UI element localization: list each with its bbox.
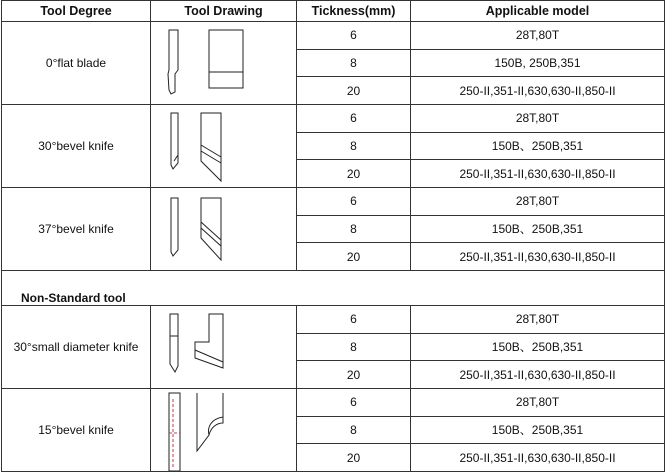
table-row	[2, 306, 665, 334]
section-label-nonstandard	[2, 271, 665, 306]
thickness-cell: 8	[297, 49, 411, 77]
header-tool-drawing: Tool Drawing	[151, 1, 297, 22]
tool-name-flat-blade: 0°flat blade	[2, 22, 151, 105]
header-thickness: Tickness(mm)	[297, 1, 411, 22]
model-cell: 28T,80T	[411, 188, 665, 216]
table-row	[2, 188, 665, 216]
table-row	[2, 22, 665, 50]
model-cell: 150B、250B,351	[411, 215, 665, 243]
thickness-cell: 20	[297, 361, 411, 389]
flat-blade-drawing-icon	[151, 22, 297, 104]
model-cell: 28T,80T	[411, 22, 665, 50]
tool-name-30-small-diameter: 30°small diameter knife	[2, 306, 151, 389]
tool-name-37-bevel: 37°bevel knife	[2, 188, 151, 271]
model-cell: 250-II,351-II,630,630-II,850-II	[411, 444, 665, 472]
header-applicable-model: Applicable model	[411, 1, 665, 22]
model-cell: 150B、250B,351	[411, 333, 665, 361]
thickness-cell: 6	[297, 306, 411, 334]
section-row	[2, 271, 665, 306]
model-cell: 250-II,351-II,630,630-II,850-II	[411, 77, 665, 105]
drawing-flat-blade	[151, 22, 297, 105]
model-cell: 28T,80T	[411, 306, 665, 334]
table-row	[2, 389, 665, 417]
thickness-cell: 6	[297, 188, 411, 216]
model-cell: 28T,80T	[411, 105, 665, 133]
model-cell: 28T,80T	[411, 389, 665, 417]
header-tool-degree: Tool Degree	[2, 1, 151, 22]
thickness-cell: 8	[297, 215, 411, 243]
bevel-37-drawing-icon	[151, 188, 297, 270]
bevel-30-drawing-icon	[151, 105, 297, 187]
model-cell: 250-II,351-II,630,630-II,850-II	[411, 243, 665, 271]
drawing-15-bevel	[151, 389, 297, 472]
thickness-cell: 6	[297, 105, 411, 133]
tool-spec-table	[1, 0, 665, 472]
model-cell: 250-II,351-II,630,630-II,850-II	[411, 160, 665, 188]
section-label-text: Non-Standard tool	[21, 291, 126, 305]
tool-name-30-bevel: 30°bevel knife	[2, 105, 151, 188]
thickness-cell: 20	[297, 243, 411, 271]
thickness-cell: 8	[297, 333, 411, 361]
thickness-cell: 6	[297, 389, 411, 417]
thickness-cell: 20	[297, 160, 411, 188]
thickness-cell: 20	[297, 77, 411, 105]
header-row	[2, 1, 665, 22]
drawing-37-bevel	[151, 188, 297, 271]
model-cell: 150B、250B,351	[411, 132, 665, 160]
thickness-cell: 6	[297, 22, 411, 50]
small-diameter-drawing-icon	[151, 306, 297, 388]
bevel-15-drawing-icon	[151, 389, 297, 471]
thickness-cell: 8	[297, 416, 411, 444]
drawing-30-bevel	[151, 105, 297, 188]
drawing-30-small-diameter	[151, 306, 297, 389]
tool-name-15-bevel: 15°bevel knife	[2, 389, 151, 472]
model-cell: 150B、250B,351	[411, 416, 665, 444]
thickness-cell: 8	[297, 132, 411, 160]
thickness-cell: 20	[297, 444, 411, 472]
table-row	[2, 105, 665, 133]
model-cell: 250-II,351-II,630,630-II,850-II	[411, 361, 665, 389]
model-cell: 150B, 250B,351	[411, 49, 665, 77]
